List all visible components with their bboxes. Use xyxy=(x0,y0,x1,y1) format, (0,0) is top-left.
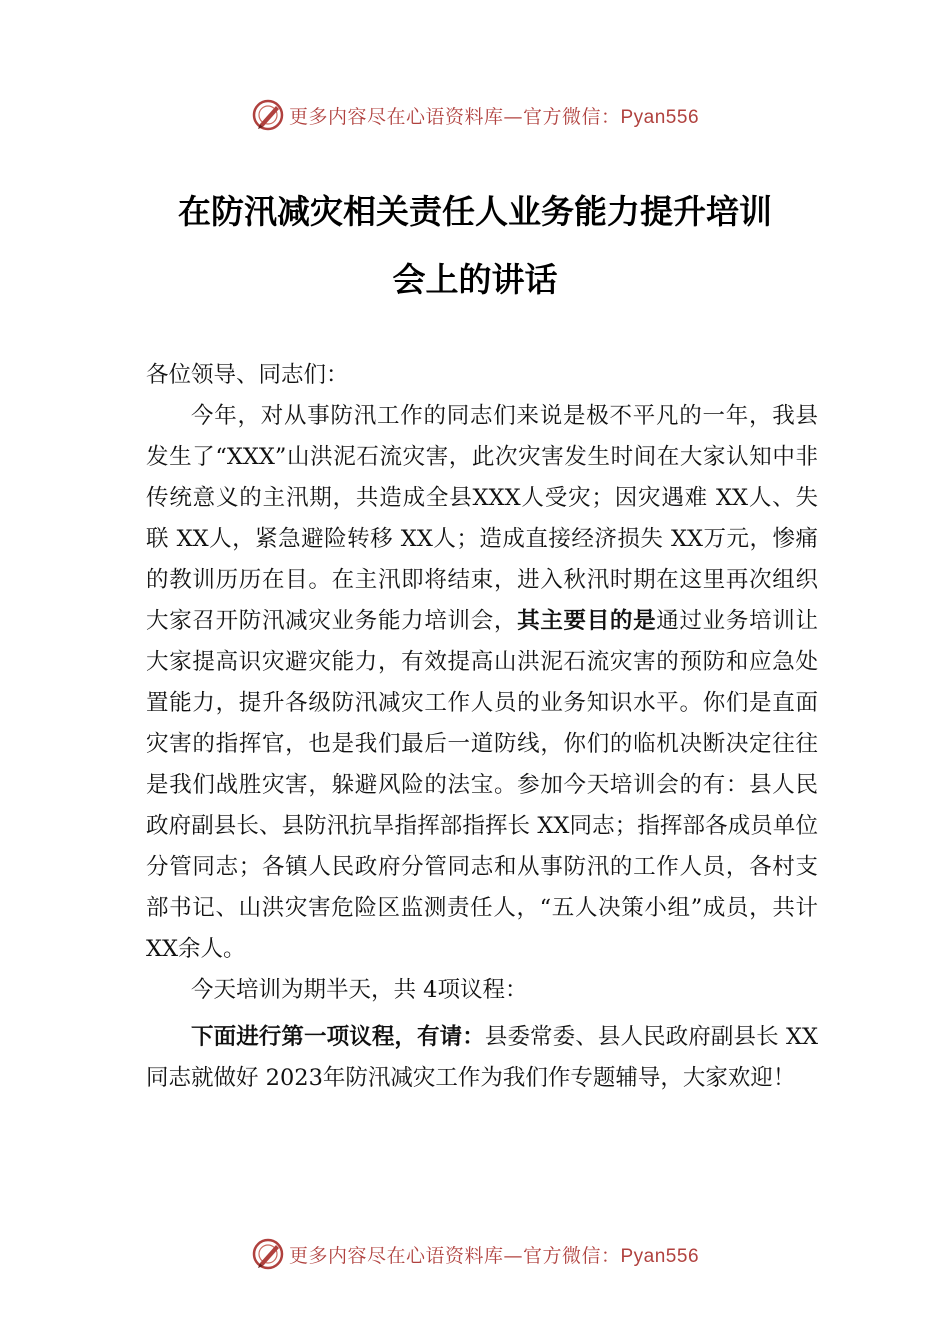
paragraph-2: 今天培训为期半天，共 4项议程： xyxy=(191,977,528,1003)
watermark-text: 更多内容尽在心语资料库—官方微信：Pyan556 xyxy=(288,105,700,128)
watermark-banner-top xyxy=(0,95,950,135)
paragraph-1: 今年，对从事防汛工作的同志们来说是极不平凡的一年，我县发生了“XXX”山洪泥石流灾害，此次灾害发生时间在大家认知中非传统意义的主汛期，共造成全县XXX人受灾；因灾遇难 XX人、失联 XX人，紧急避险转移 XX人；造成直接经济损失 XX万元，惨痛的教训历历在目。在主汛即将结束，进入秋汛时期在这里再次组织大家召开防汛减灾业务能力培训会，其主要目的是通过业务培训让大家提高识灾避灾能力，有效提高山洪泥石流灾害的预防和应急处置能力，提升各级防汛减灾工作人员的业务知识水平。你们是直面灾害的指挥官，也是我们最后一道防线，你们的临机决断决定往往是我们战胜灾害，躲避风险的法宝。参加今天培训会的有：县人民政府副县长、县防汛抗旱指挥部指挥长 XX同志；指挥部各成员单位分管同志；各镇人民政府分管同志和从事防汛的工作人员，各村支部书记、山洪灾害危险区监测责任人，“五人决策小组”成员，共计 XX余人。 xyxy=(146,403,818,962)
document-body xyxy=(146,355,818,1099)
pen-logo-icon xyxy=(251,1237,285,1271)
title-line-1: 在防汛减灾相关责任人业务能力提升培训 xyxy=(178,192,772,231)
paragraph-3: 下面进行第一项议程，有请：县委常委、县人民政府副县长 XX同志就做好 2023年防汛减灾工作为我们作专题辅导，大家欢迎！ xyxy=(146,1024,818,1091)
wechat-id: Pyan556 xyxy=(620,106,700,128)
salutation: 各位领导、同志们： xyxy=(146,362,349,388)
paragraph-3-emphasis: 下面进行第一项议程，有请： xyxy=(191,1024,485,1050)
pen-logo-icon xyxy=(251,98,285,132)
watermark-text: 更多内容尽在心语资料库—官方微信：Pyan556 xyxy=(288,1244,700,1267)
wechat-id: Pyan556 xyxy=(620,1245,700,1267)
title-line-2: 会上的讲话 xyxy=(392,260,558,299)
watermark-banner-bottom xyxy=(0,1234,950,1274)
document-title xyxy=(120,178,830,314)
paragraph-1-emphasis: 其主要目的是 xyxy=(517,608,657,634)
